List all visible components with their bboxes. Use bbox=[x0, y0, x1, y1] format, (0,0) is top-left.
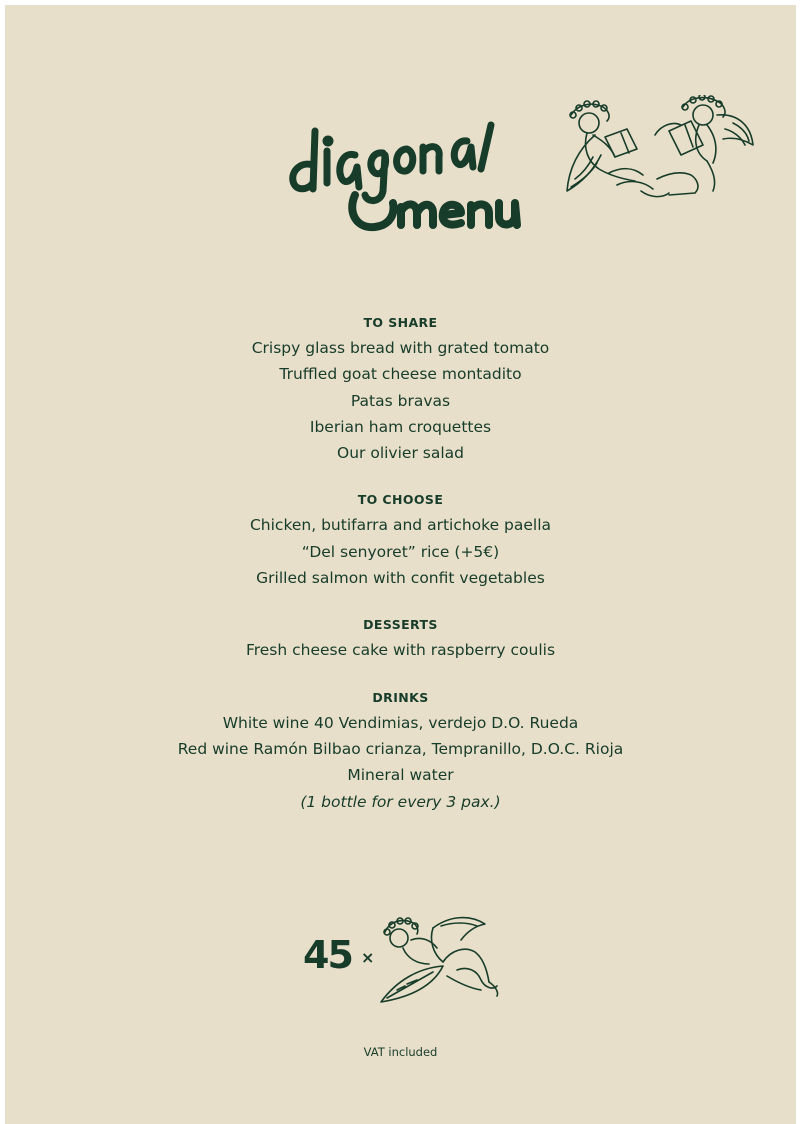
price-multiplier: × bbox=[361, 948, 375, 967]
section-title: DRINKS bbox=[372, 689, 429, 705]
menu-item: Crispy glass bread with grated tomato bbox=[251, 339, 550, 357]
section-title: DESSERTS bbox=[363, 617, 438, 633]
reclining-angel-icon bbox=[377, 910, 507, 1008]
menu-page bbox=[5, 5, 796, 1124]
menu-item: Fresh cheese cake with raspberry coulis bbox=[245, 641, 556, 660]
section-desserts bbox=[5, 616, 796, 663]
menu-item: Grilled salmon with confit vegetables bbox=[256, 569, 545, 588]
menu-item: Mineral water bbox=[347, 766, 454, 785]
menu-item: “Del senyoret” rice (+5€) bbox=[301, 542, 500, 561]
section-title: TO SHARE bbox=[363, 315, 438, 330]
price-block bbox=[295, 910, 515, 1010]
menu-item: Truffled goat cheese montadito bbox=[279, 365, 522, 384]
section-title: TO CHOOSE bbox=[357, 492, 444, 508]
menu-item: Chicken, butifarra and artichoke paella bbox=[249, 516, 552, 535]
diagonal-menu-logo bbox=[283, 117, 531, 241]
menu-item: Iberian ham croquettes bbox=[309, 417, 492, 436]
reading-angels-icon bbox=[557, 95, 757, 203]
menu-item: Our olivier salad bbox=[337, 444, 464, 463]
menu-item: Patas bravas bbox=[350, 391, 451, 410]
menu-item: Red wine Ramón Bilbao crianza, Tempranillo, D.O.C. Rioja bbox=[177, 739, 624, 758]
menu-content bbox=[5, 314, 796, 840]
section-drinks bbox=[5, 689, 796, 815]
price-amount: 45 bbox=[303, 933, 352, 977]
section-to-choose bbox=[5, 491, 796, 591]
vat-note: VAT included bbox=[363, 1045, 438, 1059]
section-to-share bbox=[5, 314, 796, 466]
drinks-note: (1 bottle for every 3 pax.) bbox=[300, 792, 501, 811]
menu-item: White wine 40 Vendimias, verdejo D.O. Rueda bbox=[222, 713, 579, 732]
